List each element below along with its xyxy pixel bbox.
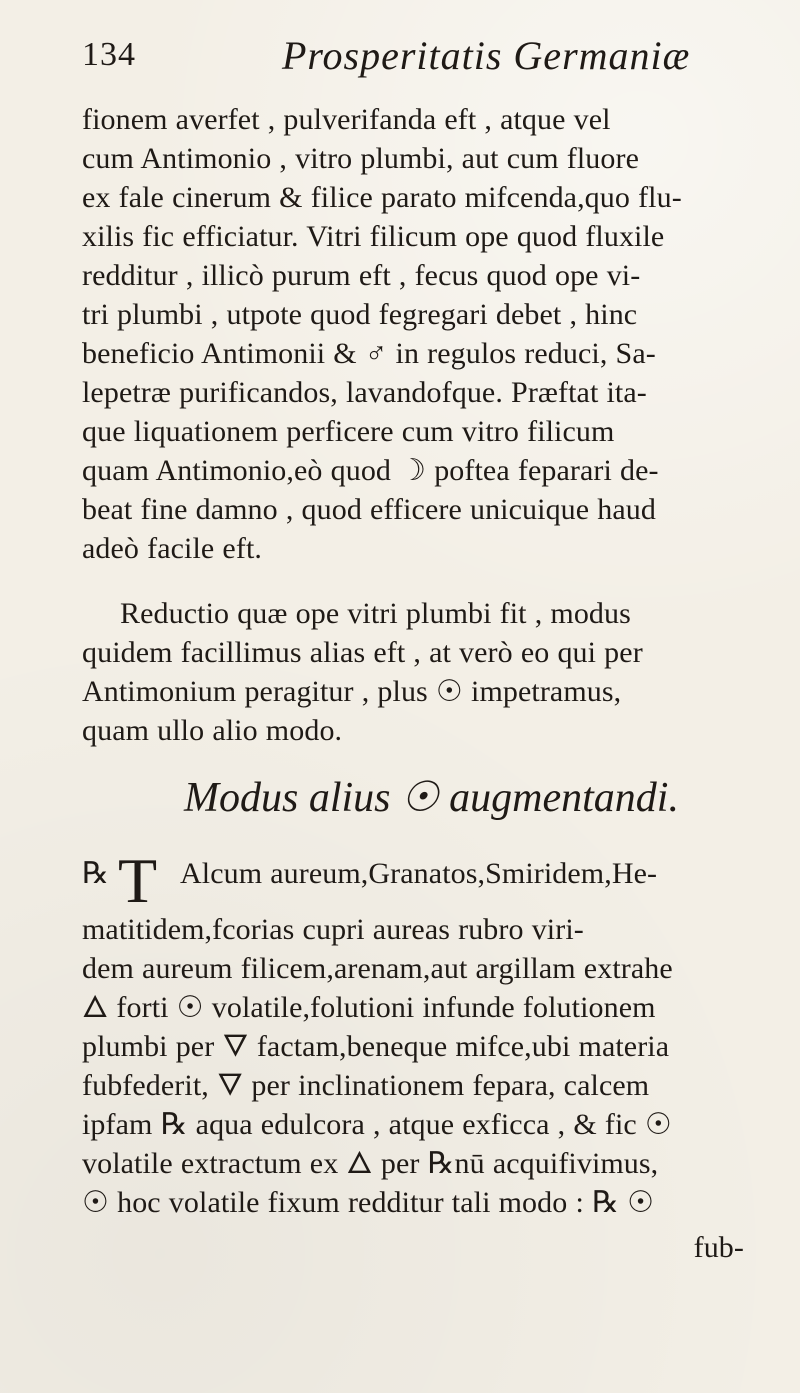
text-line: lepetræ purificandos, lavandofque. Præftat ita- [82,376,647,409]
catchword: fub- [693,1231,744,1264]
text-line: adeò facile eft. [82,532,262,565]
text-line: Alcum aureum,Granatos,Smiridem,He- [180,857,658,890]
drop-cap: T [118,845,158,916]
page-number: 134 [82,36,136,73]
recipe-block [82,845,772,916]
text-line: beneficio Antimonii & ♂ in regulos reduci, Sa- [82,337,656,370]
recipe-text [180,854,772,893]
text-line: quidem facillimus alias eft , at verò eo qui per [82,636,643,669]
text-line: volatile extractum ex 🜂 per ℞nū acquifivimus, [82,1147,659,1180]
page-header [82,33,772,78]
text-line: matitidem,fcorias cupri aureas rubro viri- [82,913,584,946]
text-line: tri plumbi , utpote quod fegregari debet , hinc [82,298,638,331]
text-line: Antimonium peragitur , plus ☉ impetramus, [82,675,622,708]
running-title: Prosperitatis Germaniæ [282,33,691,78]
text-line: redditur , illicò purum eft , fecus quod ope vi- [82,259,641,292]
text-line: Reductio quæ ope vitri plumbi fit , modus [120,597,631,630]
recipe-symbol: ℞ [82,857,109,890]
text-line: cum Antimonio , vitro plumbi, aut cum fluore [82,142,639,175]
text-line: plumbi per 🜄 factam,beneque mifce,ubi materia [82,1030,670,1063]
text-line: fubfederit, 🜄 per inclinationem fepara, calcem [82,1069,650,1102]
section-heading: Modus alius ☉ augmentandi. [184,775,679,821]
text-line: que liquationem perficere cum vitro filicum [82,415,615,448]
text-line: beat fine damno , quod efficere unicuique haud [82,493,656,526]
text-line: fionem averfet , pulverifanda eft , atque vel [82,103,611,136]
text-line: ex fale cinerum & filice parato mifcenda,quo flu- [82,181,682,214]
text-line: dem aureum filicem,arenam,aut argillam extrahe [82,952,673,985]
text-line: quam ullo alio modo. [82,714,343,747]
text-line: quam Antimonio,eò quod ☽ poftea feparari de- [82,454,659,487]
paragraph-2 [82,594,772,750]
text-line: ☉ hoc volatile fixum redditur tali modo : ℞ ☉ [82,1186,655,1219]
text-line: ipfam ℞ aqua edulcora , atque exficca , & fic ☉ [82,1108,672,1141]
text-line: 🜂 forti ☉ volatile,folutioni infunde folutionem [82,991,656,1024]
text-line: xilis fic efficiatur. Vitri filicum ope quod fluxile [82,220,665,253]
paragraph-1 [82,100,772,568]
